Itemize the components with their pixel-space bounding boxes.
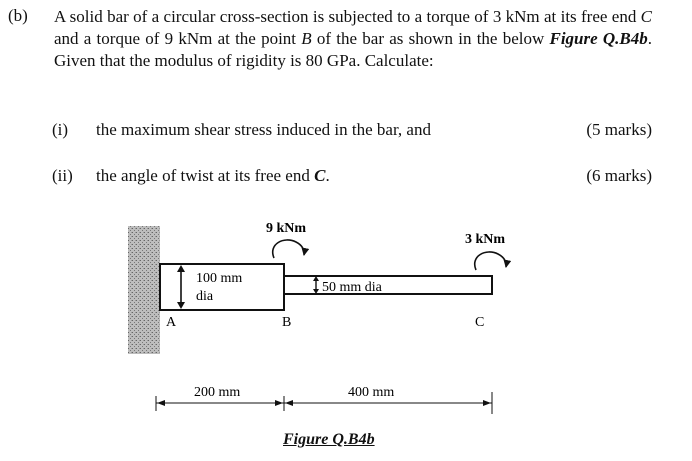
dia-arrow-small [313,276,319,294]
dia-small-label: 50 mm dia [322,280,382,295]
question-text-2: and a torque of 9 kNm at the point [54,29,302,48]
length-ab-label: 200 mm [194,385,241,400]
shaft-diagram [0,200,692,430]
point-b-label: B [282,315,292,330]
point-a-label: A [166,315,177,330]
torque-c-arrow-icon [475,252,506,270]
torque-c-label: 3 kNm [465,232,506,247]
dia-large-label-2: dia [196,289,214,304]
dia-arrow-large [177,265,185,309]
part-i-marks: (5 marks) [586,120,652,139]
part-i-number: (i) [52,120,69,139]
figure-caption: Figure Q.B4b [283,431,375,448]
fixed-wall [128,226,160,354]
part-ii-text-before: the angle of twist at its free end [96,166,315,185]
question-text-b: B [301,29,312,48]
question-text-c: C [640,7,652,26]
part-ii-marks: (6 marks) [586,166,652,185]
torque-b-label: 9 kNm [266,221,307,236]
point-c-label: C [475,315,485,330]
part-i-text: the maximum shear stress induced in the bar, and [96,120,431,139]
question-label: (b) [8,6,28,25]
length-bc-label: 400 mm [348,385,395,400]
part-ii-text-c: C [314,166,326,185]
part-ii-number: (ii) [52,166,73,185]
question-text-3: of the bar as shown in the below [311,29,550,48]
question-text-1: A solid bar of a circular cross-section is subjected to a torque of 3 kNm at its free end [54,7,641,26]
torque-b-arrow-icon [273,240,304,258]
dia-large-label-1: 100 mm [196,271,243,286]
question-figure-ref: Figure Q.B4b [549,29,648,48]
question-text [54,6,652,72]
question-text-4: . Given that the modulus of rigidity is 80 GPa. Calculate: [54,29,653,70]
part-ii-text-after: . [325,166,330,185]
part-ii-text [96,166,330,186]
